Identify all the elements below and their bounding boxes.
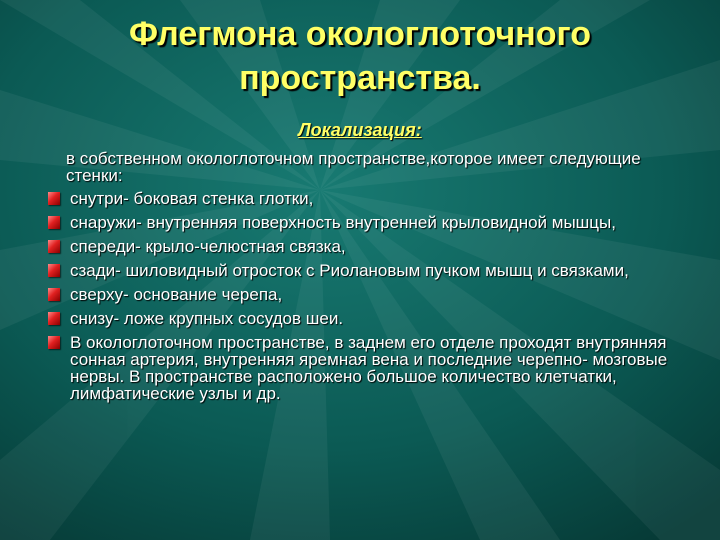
bullet-text: снизу- ложе крупных сосудов шеи. [70,309,344,328]
bullet-item [48,262,688,279]
bullet-item [48,214,688,231]
subtitle: Локализация: [298,120,422,140]
bullet-item [48,310,688,327]
content-block [48,150,688,409]
red-square-bullet-icon [48,192,60,205]
red-square-bullet-icon [48,240,60,253]
bullet-text: сзади- шиловидный отросток с Риолановым пучком мышц и связками, [70,261,629,280]
title-line-1: Флегмона окологлоточного [129,15,591,53]
bullet-list [48,190,688,402]
intro-text: в собственном окологлоточном пространстве,которое имеет следующие стенки: [66,149,641,185]
bullet-text: спереди- крыло-челюстная связка, [70,237,346,256]
bullet-item [48,334,688,402]
red-square-bullet-icon [48,336,60,349]
bullet-item [48,190,688,207]
bullet-item [48,238,688,255]
bullet-text: сверху- основание черепа, [70,285,283,304]
title-line-2: пространства. [239,59,481,97]
bullet-text: В окологлоточном пространстве, в заднем его отделе проходят внутрянняя сонная артерия, внутренняя яремная вена и последние черепно- мозговые нервы. В пространстве расположено большое количество клетчатки, лимфатические узлы и др. [70,333,668,403]
bullet-text: снаружи- внутренняя поверхность внутренней крыловидной мышцы, [70,213,616,232]
red-square-bullet-icon [48,264,60,277]
red-square-bullet-icon [48,216,60,229]
red-square-bullet-icon [48,312,60,325]
bullet-item [48,286,688,303]
slide-title [40,12,680,100]
red-square-bullet-icon [48,288,60,301]
bullet-text: снутри- боковая стенка глотки, [70,189,314,208]
